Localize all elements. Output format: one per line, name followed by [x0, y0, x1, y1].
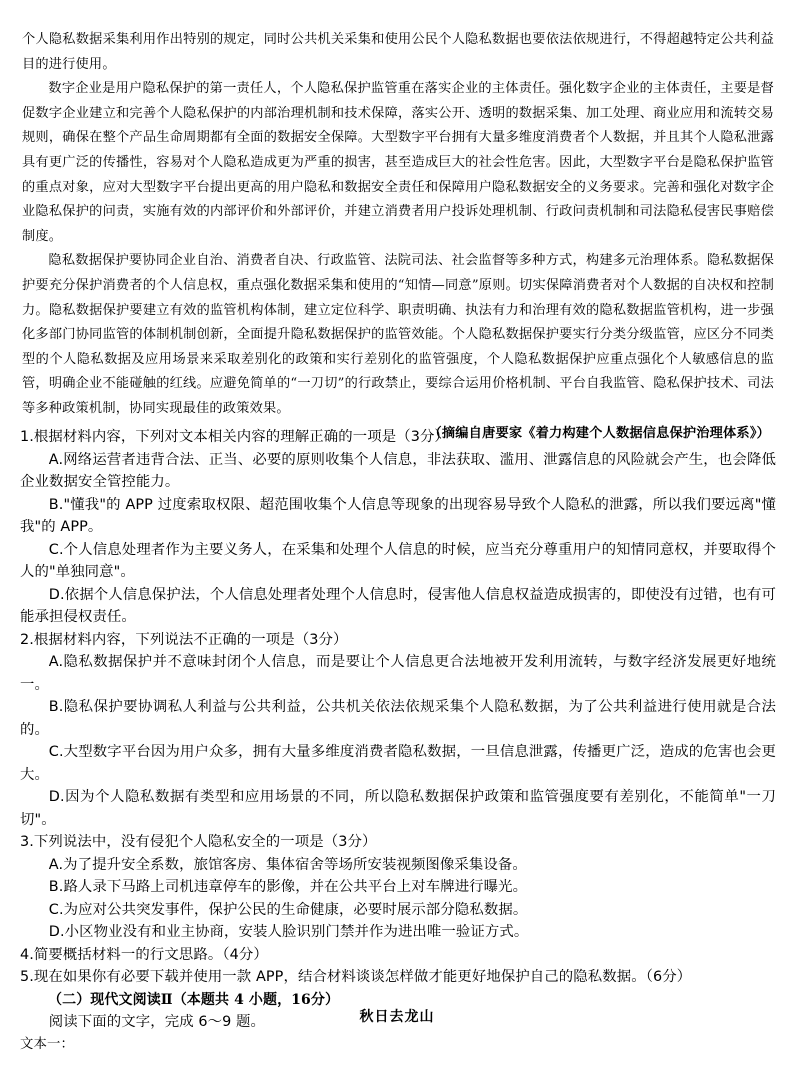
poem-title: 秋日去龙山 — [359, 1009, 435, 1025]
reading-material — [22, 28, 774, 446]
material-paragraph-2: 数字企业是用户隐私保护的第一责任人，个人隐私保护监管重在落实企业的主体责任。强化数字企业的主体责任，主要是督促数字企业建立和完善个人隐私保护的内部治理机制和技术保障，落实公开、透明的数据采集、加工处理、商业应用和流转交易规则，确保在整个产品生命周期都有全面的数据安全保障。大型数字平台拥有大量多维度消费者个人数据，并且其个人隐私泄露具有更广泛的传播性，容易对个人隐私造成更为严重的损害，甚至造成巨大的社会性危害。因此，大型数字平台是隐私保护监管的重点对象，应对大型数字平台提出更高的用户隐私和数据安全责任和保障用户隐私数据安全的义务要求。完善和强化对数字企业隐私保护的问责，实施有效的内部评价和外部评价，并建立消费者用户投诉处理机制、行政问责机制和司法隐私侵害民事赔偿制度。 — [22, 81, 774, 244]
question-1-stem: 1.根据材料内容，下列对文本相关内容的理解正确的一项是（3分） — [20, 429, 449, 445]
text-one-label: 文本一： — [20, 1036, 74, 1052]
question-1-option-c: C.个人信息处理者作为主要义务人，在采集和处理个人信息的时候，应当充分尊重用户的知情同意权，并要取得个人的"单独同意"。 — [20, 541, 776, 580]
question-3-option-c: C.为应对公共突发事件，保护公民的生命健康，必要时展示部分隐私数据。 — [48, 901, 528, 918]
question-1-option-b: B."懂我"的 APP 过度索取权限、超范围收集个人信息等现象的出现容易导致个人隐私的泄露，所以我们要远离"懂我"的 APP。 — [20, 496, 776, 535]
question-2-option-d: D.因为个人隐私数据有类型和应用场景的不同，所以隐私数据保护政策和监管强度要有差别化，不能简单"一刀切"。 — [20, 789, 776, 828]
question-section — [20, 426, 776, 1056]
question-1-option-a: A.网络运营者违背合法、正当、必要的原则收集个人信息，非法获取、滥用、泄露信息的风险就会产生，也会降低企业数据安全管控能力。 — [20, 451, 776, 490]
material-paragraph-3: 隐私数据保护要协同企业自治、消费者自决、行政监管、法院司法、社会监督等多种方式，构建多元治理体系。隐私数据保护要充分保护消费者的个人信息权，重点强化数据采集和使用的“知情—同意”原则。切实保障消费者对个人数据的自决权和控制力。隐私数据保护要建立有效的监管机构体制，建立定位科学、职责明确、执法有力和治理有效的隐私数据监管机构，进一步强化多部门协同监管的体制机制创新，全面提升隐私数据保护的监管效能。个人隐私数据保护要实行分类分级监管，应区分不同类型的个人隐私数据及应用场景来采取差别化的政策和实行差别化的监管强度，个人隐私数据保护应重点强化个人敏感信息的监管，明确企业不能碰触的红线。应避免简单的“一刀切”的行政禁止，要综合运用价格机制、平台自我监管、隐私保护技术、司法等多种政策机制，协同实现最佳的政策效果。 — [22, 253, 774, 416]
question-5-stem: 5.现在如果你有必要下载并使用一款 APP，结合材料谈谈怎样做才能更好地保护自己的隐私数据。（6分） — [20, 969, 692, 985]
question-3-stem: 3.下列说法中，没有侵犯个人隐私安全的一项是（3分） — [20, 834, 377, 850]
question-2-option-b: B.隐私保护要协调私人利益与公共利益，公共机关依法依规采集个人隐私数据，为了公共利益进行使用就是合法的。 — [20, 699, 776, 738]
section-2-instruction: 阅读下面的文字，完成 6～9 题。 — [48, 1014, 266, 1030]
question-2-option-a: A.隐私数据保护并不意味封闭个人信息，而是要让个人信息更合法地被开发利用流转，与数字经济发展更好地统一。 — [20, 654, 776, 693]
material-source: （摘编自唐要家《着力构建个人数据信息保护治理体系》） — [428, 425, 770, 441]
question-2-option-c: C.大型数字平台因为用户众多，拥有大量多维度消费者隐私数据，一旦信息泄露，传播更广泛，造成的危害也会更大。 — [20, 744, 776, 783]
question-4-stem: 4.简要概括材料一的行文思路。（4分） — [20, 946, 268, 963]
question-2-stem: 2.根据材料内容，下列说法不正确的一项是（3分） — [20, 631, 348, 648]
question-3-option-d: D.小区物业没有和业主协商，安装人脸识别门禁并作为进出唯一验证方式。 — [48, 924, 529, 940]
question-3-option-a: A.为了提升安全系数，旅馆客房、集体宿舍等场所安装视频图像采集设备。 — [48, 856, 527, 873]
material-paragraph-1: 个人隐私数据采集利用作出特别的规定，同时公共机关采集和使用公民个人隐私数据也要依法依规进行，不得超越特定公共利益目的进行使用。 — [22, 32, 774, 72]
section-2-heading: （二）现代文阅读Ⅱ（本题共 4 小题，16分） — [48, 991, 340, 1008]
question-1-option-d: D.依据个人信息保护法，个人信息处理者处理个人信息时，侵害他人信息权益造成损害的，即使没有过错，也有可能承担侵权责任。 — [20, 586, 776, 625]
question-3-option-b: B.路人录下马路上司机违章停车的影像，并在公共平台上对车牌进行曝光。 — [48, 879, 528, 895]
